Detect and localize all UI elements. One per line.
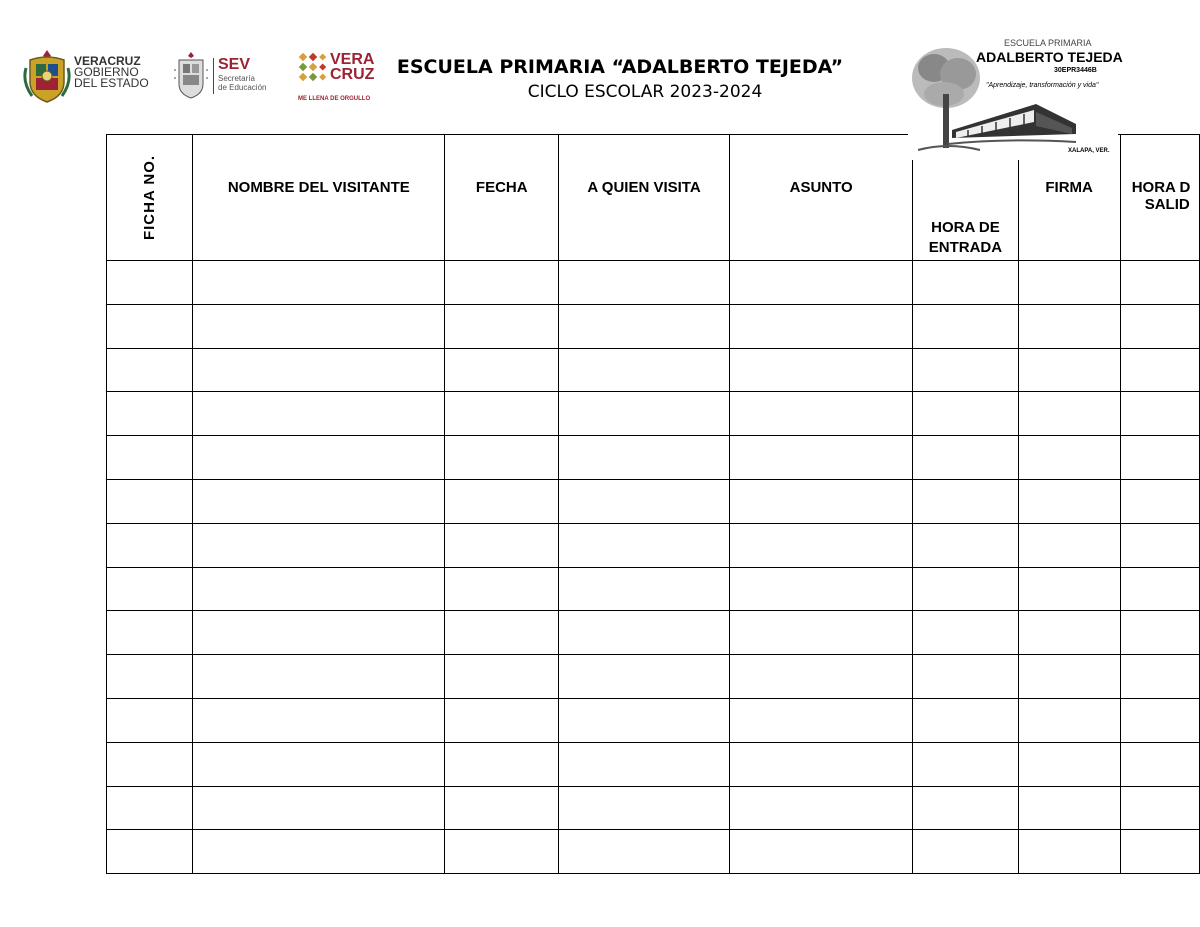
cell-fecha[interactable] bbox=[445, 436, 559, 480]
cell-nombre[interactable] bbox=[193, 830, 445, 874]
cell-ficha[interactable] bbox=[107, 436, 193, 480]
cell-firma[interactable] bbox=[1018, 436, 1120, 480]
table-row bbox=[107, 655, 1200, 699]
cell-fecha[interactable] bbox=[445, 567, 559, 611]
cell-entrada[interactable] bbox=[913, 304, 1018, 348]
col-header-salida: HORA D SALID bbox=[1120, 135, 1199, 261]
table-row bbox=[107, 523, 1200, 567]
cell-fecha[interactable] bbox=[445, 479, 559, 523]
cell-quien[interactable] bbox=[559, 830, 730, 874]
cell-ficha[interactable] bbox=[107, 392, 193, 436]
cell-quien[interactable] bbox=[559, 786, 730, 830]
cell-fecha[interactable] bbox=[445, 830, 559, 874]
cell-fecha[interactable] bbox=[445, 742, 559, 786]
cell-salida[interactable] bbox=[1120, 348, 1199, 392]
cell-entrada[interactable] bbox=[913, 830, 1018, 874]
school-logo-motto: "Aprendizaje, transformación y vida" bbox=[986, 82, 1099, 89]
cell-entrada[interactable] bbox=[913, 698, 1018, 742]
cell-fecha[interactable] bbox=[445, 611, 559, 655]
cell-firma[interactable] bbox=[1018, 786, 1120, 830]
cell-ficha[interactable] bbox=[107, 786, 193, 830]
cell-fecha[interactable] bbox=[445, 348, 559, 392]
col-header-entrada: HORA DE ENTRADA bbox=[913, 135, 1018, 261]
cell-ficha[interactable] bbox=[107, 523, 193, 567]
cell-fecha[interactable] bbox=[445, 698, 559, 742]
veracruz-line1: VERA bbox=[330, 51, 375, 68]
col-header-fecha: FECHA bbox=[445, 135, 559, 261]
cell-salida[interactable] bbox=[1120, 304, 1199, 348]
school-logo-top: ESCUELA PRIMARIA bbox=[1004, 38, 1092, 48]
cell-quien[interactable] bbox=[559, 304, 730, 348]
cell-entrada[interactable] bbox=[913, 611, 1018, 655]
cell-firma[interactable] bbox=[1018, 698, 1120, 742]
cell-fecha[interactable] bbox=[445, 304, 559, 348]
gov-logo-line1: VERACRUZ bbox=[74, 54, 141, 68]
cell-firma[interactable] bbox=[1018, 567, 1120, 611]
cell-fecha[interactable] bbox=[445, 655, 559, 699]
cell-nombre[interactable] bbox=[193, 392, 445, 436]
cell-nombre[interactable] bbox=[193, 436, 445, 480]
cell-ficha[interactable] bbox=[107, 742, 193, 786]
cell-firma[interactable] bbox=[1018, 304, 1120, 348]
cell-firma[interactable] bbox=[1018, 655, 1120, 699]
cell-quien[interactable] bbox=[559, 742, 730, 786]
cell-ficha[interactable] bbox=[107, 479, 193, 523]
cell-entrada[interactable] bbox=[913, 436, 1018, 480]
document-title: ESCUELA PRIMARIA “ADALBERTO TEJEDA” bbox=[396, 56, 844, 78]
cell-firma[interactable] bbox=[1018, 742, 1120, 786]
cell-entrada[interactable] bbox=[913, 786, 1018, 830]
table-row bbox=[107, 698, 1200, 742]
cell-salida[interactable] bbox=[1120, 742, 1199, 786]
cell-quien[interactable] bbox=[559, 655, 730, 699]
cell-asunto[interactable] bbox=[730, 830, 913, 874]
cell-asunto[interactable] bbox=[730, 786, 913, 830]
veracruz-line2: CRUZ bbox=[330, 66, 375, 83]
table-row bbox=[107, 611, 1200, 655]
cell-quien[interactable] bbox=[559, 567, 730, 611]
gobierno-veracruz-logo bbox=[22, 48, 152, 104]
sev-line1: Secretaría bbox=[218, 74, 255, 83]
cell-salida[interactable] bbox=[1120, 436, 1199, 480]
cell-nombre[interactable] bbox=[193, 479, 445, 523]
table-row bbox=[107, 786, 1200, 830]
cell-firma[interactable] bbox=[1018, 523, 1120, 567]
cell-firma[interactable] bbox=[1018, 392, 1120, 436]
cell-quien[interactable] bbox=[559, 523, 730, 567]
cell-asunto[interactable] bbox=[730, 567, 913, 611]
school-logo-city: XALAPA, VER. bbox=[1068, 148, 1110, 154]
cell-ficha[interactable] bbox=[107, 348, 193, 392]
sev-abbr: SEV bbox=[218, 56, 251, 73]
cell-salida[interactable] bbox=[1120, 479, 1199, 523]
col-header-ficha: FICHA NO. bbox=[107, 135, 193, 261]
cell-quien[interactable] bbox=[559, 698, 730, 742]
school-logo-name: ADALBERTO TEJEDA bbox=[976, 49, 1123, 65]
cell-quien[interactable] bbox=[559, 436, 730, 480]
cell-ficha[interactable] bbox=[107, 611, 193, 655]
cell-quien[interactable] bbox=[559, 479, 730, 523]
cell-asunto[interactable] bbox=[730, 304, 913, 348]
school-logo bbox=[908, 38, 1123, 160]
cell-fecha[interactable] bbox=[445, 523, 559, 567]
sev-line2: de Educación bbox=[218, 83, 267, 92]
cell-ficha[interactable] bbox=[107, 567, 193, 611]
cell-nombre[interactable] bbox=[193, 567, 445, 611]
cell-nombre[interactable] bbox=[193, 655, 445, 699]
document-title-block bbox=[380, 56, 880, 102]
coat-of-arms-icon bbox=[22, 48, 72, 104]
cell-asunto[interactable] bbox=[730, 436, 913, 480]
school-logo-code: 30EPR3446B bbox=[1054, 67, 1097, 74]
cell-quien[interactable] bbox=[559, 392, 730, 436]
cell-asunto[interactable] bbox=[730, 698, 913, 742]
cell-asunto[interactable] bbox=[730, 611, 913, 655]
cell-fecha[interactable] bbox=[445, 261, 559, 305]
cell-nombre[interactable] bbox=[193, 698, 445, 742]
cell-asunto[interactable] bbox=[730, 523, 913, 567]
cell-firma[interactable] bbox=[1018, 830, 1120, 874]
cell-nombre[interactable] bbox=[193, 304, 445, 348]
cell-salida[interactable] bbox=[1120, 261, 1199, 305]
cell-salida[interactable] bbox=[1120, 523, 1199, 567]
cell-nombre[interactable] bbox=[193, 523, 445, 567]
cell-salida[interactable] bbox=[1120, 830, 1199, 874]
cell-salida[interactable] bbox=[1120, 698, 1199, 742]
veracruz-tagline: ME LLENA DE ORGULLO bbox=[298, 96, 371, 102]
table-row bbox=[107, 436, 1200, 480]
school-building-icon bbox=[948, 100, 1078, 150]
cell-ficha[interactable] bbox=[107, 304, 193, 348]
table-row bbox=[107, 304, 1200, 348]
veracruz-pattern-icon bbox=[298, 52, 326, 82]
col-header-asunto: ASUNTO bbox=[730, 135, 913, 261]
cell-asunto[interactable] bbox=[730, 392, 913, 436]
cell-firma[interactable] bbox=[1018, 348, 1120, 392]
table-row bbox=[107, 261, 1200, 305]
cell-asunto[interactable] bbox=[730, 261, 913, 305]
cell-asunto[interactable] bbox=[730, 348, 913, 392]
cell-entrada[interactable] bbox=[913, 523, 1018, 567]
table-row bbox=[107, 392, 1200, 436]
cell-asunto[interactable] bbox=[730, 742, 913, 786]
col-header-nombre: NOMBRE DEL VISITANTE bbox=[193, 135, 445, 261]
cell-firma[interactable] bbox=[1018, 261, 1120, 305]
cell-salida[interactable] bbox=[1120, 392, 1199, 436]
cell-nombre[interactable] bbox=[193, 611, 445, 655]
cell-fecha[interactable] bbox=[445, 786, 559, 830]
document-subtitle: CICLO ESCOLAR 2023-2024 bbox=[527, 82, 763, 102]
cell-asunto[interactable] bbox=[730, 655, 913, 699]
col-header-firma: FIRMA bbox=[1018, 135, 1120, 261]
cell-ficha[interactable] bbox=[107, 261, 193, 305]
cell-ficha[interactable] bbox=[107, 698, 193, 742]
table-body bbox=[107, 261, 1200, 874]
table-row bbox=[107, 742, 1200, 786]
cell-ficha[interactable] bbox=[107, 830, 193, 874]
cell-entrada[interactable] bbox=[913, 655, 1018, 699]
cell-firma[interactable] bbox=[1018, 479, 1120, 523]
cell-entrada[interactable] bbox=[913, 742, 1018, 786]
table-row bbox=[107, 479, 1200, 523]
cell-entrada[interactable] bbox=[913, 392, 1018, 436]
visitor-log-table bbox=[106, 134, 1200, 874]
cell-fecha[interactable] bbox=[445, 392, 559, 436]
cell-quien[interactable] bbox=[559, 611, 730, 655]
sev-logo bbox=[173, 50, 273, 102]
cell-asunto[interactable] bbox=[730, 479, 913, 523]
cell-entrada[interactable] bbox=[913, 261, 1018, 305]
table-row bbox=[107, 567, 1200, 611]
cell-salida[interactable] bbox=[1120, 786, 1199, 830]
table-row bbox=[107, 830, 1200, 874]
cell-entrada[interactable] bbox=[913, 567, 1018, 611]
cell-salida[interactable] bbox=[1120, 567, 1199, 611]
cell-entrada[interactable] bbox=[913, 348, 1018, 392]
gov-logo-line3: DEL ESTADO bbox=[74, 76, 149, 90]
cell-nombre[interactable] bbox=[193, 742, 445, 786]
cell-entrada[interactable] bbox=[913, 479, 1018, 523]
table-row bbox=[107, 348, 1200, 392]
cell-firma[interactable] bbox=[1018, 611, 1120, 655]
col-header-quien: A QUIEN VISITA bbox=[559, 135, 730, 261]
cell-salida[interactable] bbox=[1120, 611, 1199, 655]
cell-ficha[interactable] bbox=[107, 655, 193, 699]
gov-logo-line2: GOBIERNO bbox=[74, 65, 139, 79]
sev-emblem-icon bbox=[173, 50, 209, 100]
cell-quien[interactable] bbox=[559, 348, 730, 392]
cell-nombre[interactable] bbox=[193, 786, 445, 830]
cell-quien[interactable] bbox=[559, 261, 730, 305]
cell-salida[interactable] bbox=[1120, 655, 1199, 699]
cell-nombre[interactable] bbox=[193, 261, 445, 305]
cell-nombre[interactable] bbox=[193, 348, 445, 392]
